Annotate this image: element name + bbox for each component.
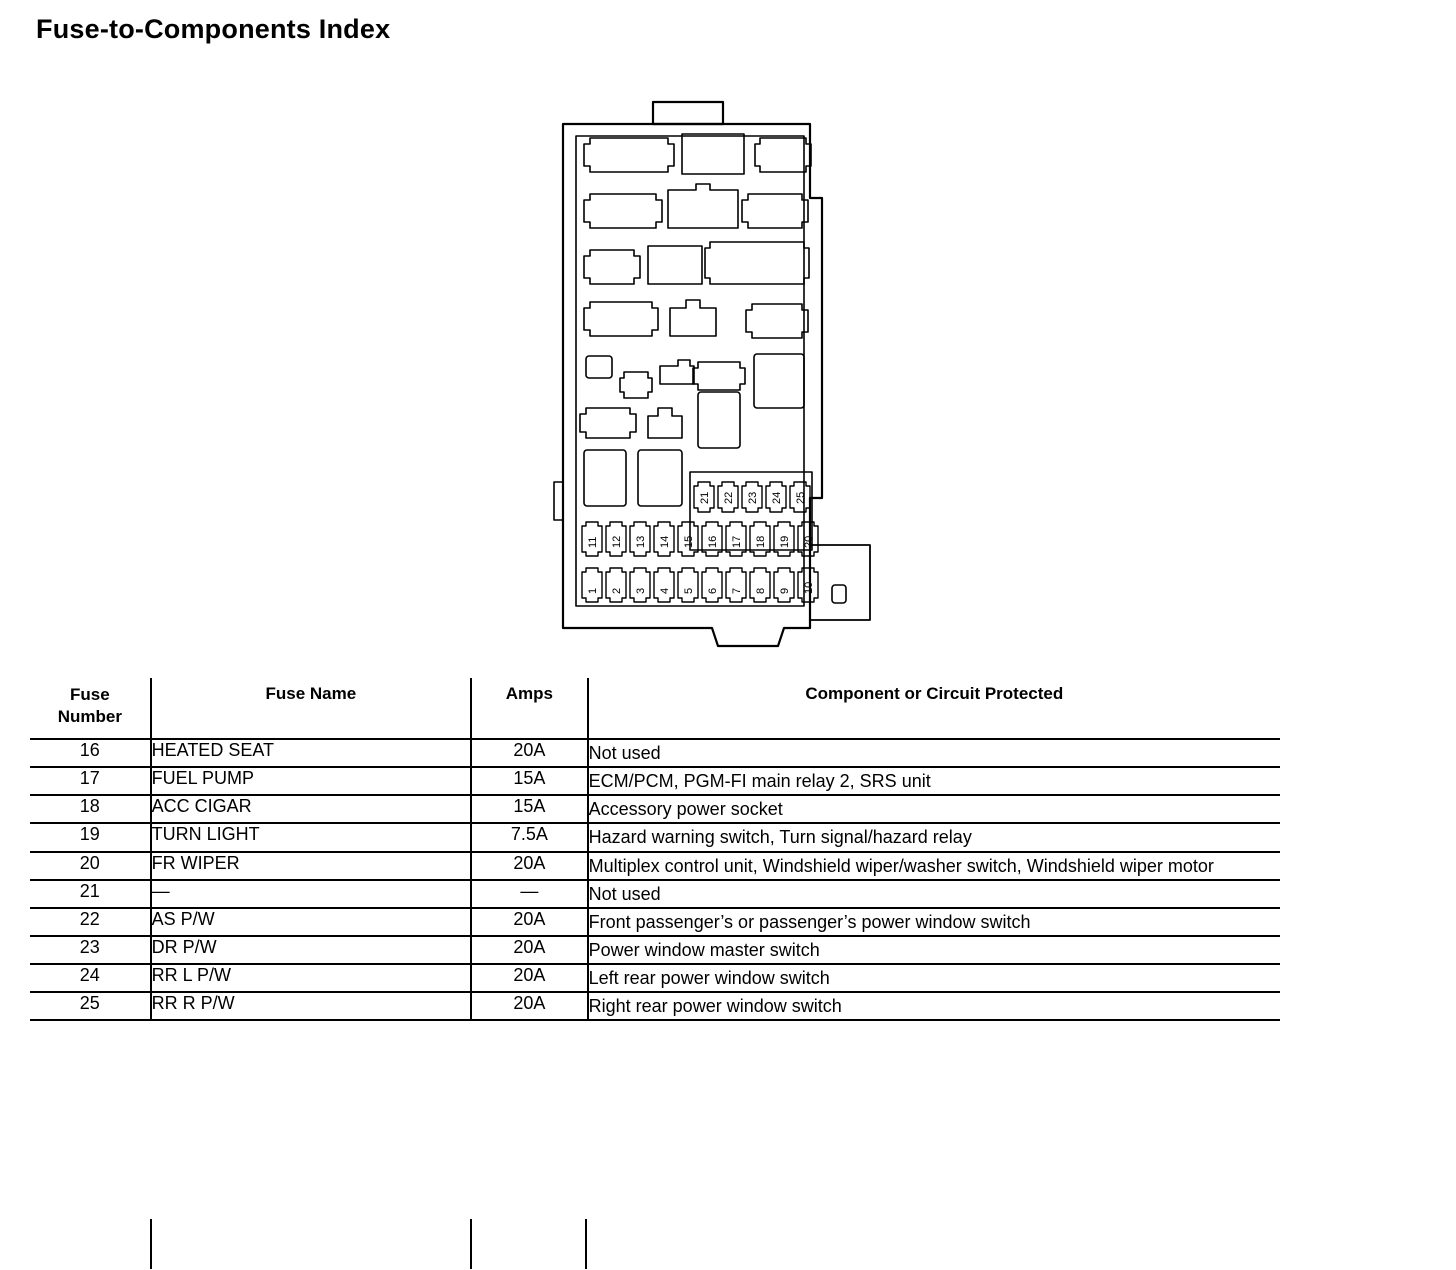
svg-text:3: 3 [635,587,647,594]
cell-fuse-number: 23 [30,936,151,964]
column-header-description: Component or Circuit Protected [588,678,1280,739]
page-title: Fuse-to-Components Index [36,14,391,44]
cell-amps: 20A [471,964,588,992]
cell-description: ECM/PCM, PGM-FI main relay 2, SRS unit [588,767,1280,795]
svg-text:18: 18 [755,535,767,548]
table-row [30,852,1280,880]
table-bottom-rules [30,1219,1280,1269]
relay-5 [668,184,738,228]
svg-text:21: 21 [699,491,711,504]
relay-2 [682,134,744,174]
fuse-block-right [638,450,682,506]
fuse-row-bottom [582,568,818,602]
table-row [30,739,1280,767]
cell-fuse-number: 16 [30,739,151,767]
fuse-index-table [30,678,1280,1021]
svg-text:8: 8 [755,587,767,594]
cell-amps: 15A [471,795,588,823]
rule-after-number [150,1219,152,1269]
svg-text:19: 19 [779,535,791,548]
cell-fuse-number: 25 [30,992,151,1020]
relay-1 [584,138,674,172]
relay-6 [742,194,808,228]
cell-fuse-number: 22 [30,908,151,936]
cell-amps: 20A [471,992,588,1020]
cell-amps: — [471,880,588,908]
table-header [30,678,1280,739]
cell-description: Accessory power socket [588,795,1280,823]
column-header-fuse-number-line2: Number [57,707,122,727]
svg-text:20: 20 [803,535,815,548]
relay-8 [648,246,702,284]
relay-13 [580,408,636,438]
svg-text:6: 6 [707,587,719,594]
cell-fuse-name: FUEL PUMP [151,767,471,795]
svg-text:17: 17 [731,535,743,548]
cell-description: Multiplex control unit, Windshield wiper/washer switch, Windshield wiper motor [588,852,1280,880]
small-relay-2 [620,372,652,398]
svg-text:2: 2 [611,587,623,594]
cell-fuse-number: 17 [30,767,151,795]
fuse-block-left [584,450,626,506]
cell-amps: 15A [471,767,588,795]
column-header-fuse-name: Fuse Name [151,678,471,739]
svg-text:13: 13 [635,535,647,548]
relay-12 [746,304,808,338]
svg-text:22: 22 [723,491,735,504]
relay-10 [584,302,658,336]
relay-11 [670,300,716,336]
small-relay-3 [660,360,694,384]
table-row [30,795,1280,823]
svg-text:5: 5 [683,587,695,594]
cell-fuse-name: FR WIPER [151,852,471,880]
cell-fuse-number: 20 [30,852,151,880]
small-relay-4 [693,362,745,390]
cell-amps: 20A [471,908,588,936]
cell-fuse-name: RR R P/W [151,992,471,1020]
cell-fuse-number: 21 [30,880,151,908]
svg-text:9: 9 [779,587,791,594]
large-relay-mid [698,392,740,448]
cell-description: Not used [588,880,1280,908]
cell-description: Right rear power window switch [588,992,1280,1020]
fuse-box-diagram [520,90,920,650]
cell-fuse-name: TURN LIGHT [151,823,471,851]
top-tab [653,102,723,124]
cell-description: Left rear power window switch [588,964,1280,992]
table-row [30,908,1280,936]
table-row [30,936,1280,964]
svg-text:16: 16 [707,535,719,548]
column-header-amps: Amps [471,678,588,739]
fuse-row-bottom-labels [587,582,815,594]
relay-4 [584,194,662,228]
svg-text:1: 1 [587,587,599,594]
cell-fuse-number: 18 [30,795,151,823]
table-row [30,964,1280,992]
relay-9 [705,242,809,284]
cell-fuse-name: — [151,880,471,908]
cell-fuse-name: DR P/W [151,936,471,964]
cell-fuse-number: 24 [30,964,151,992]
svg-text:10: 10 [803,581,815,594]
cell-description: Power window master switch [588,936,1280,964]
large-relay-right [754,354,804,408]
svg-text:7: 7 [731,587,743,594]
svg-text:14: 14 [659,535,671,548]
svg-text:24: 24 [771,491,783,504]
cell-fuse-name: HEATED SEAT [151,739,471,767]
svg-text:25: 25 [795,491,807,504]
fuse-row-middle-labels [587,536,815,548]
svg-text:12: 12 [611,535,623,548]
left-notch [554,482,563,520]
cell-fuse-name: RR L P/W [151,964,471,992]
cell-amps: 20A [471,936,588,964]
column-header-fuse-number-line1: Fuse [69,685,110,704]
table-body [30,739,1280,1020]
svg-text:15: 15 [683,535,695,548]
column-header-fuse-number [30,678,151,739]
cell-fuse-name: AS P/W [151,908,471,936]
table-row [30,767,1280,795]
cell-fuse-number: 19 [30,823,151,851]
svg-text:23: 23 [747,491,759,504]
table-row [30,880,1280,908]
cell-amps: 20A [471,739,588,767]
svg-text:11: 11 [587,536,599,548]
table-row [30,823,1280,851]
cell-description: Front passenger’s or passenger’s power window switch [588,908,1280,936]
bracket-hole [832,585,846,603]
cell-description: Not used [588,739,1280,767]
cell-description: Hazard warning switch, Turn signal/hazard relay [588,823,1280,851]
cell-fuse-name: ACC CIGAR [151,795,471,823]
relay-3 [755,138,811,172]
rule-after-amps [585,1219,587,1269]
small-relay-1 [586,356,612,378]
relay-14 [648,408,682,438]
relay-7 [584,250,640,284]
cell-amps: 7.5A [471,823,588,851]
cell-amps: 20A [471,852,588,880]
rule-after-name [470,1219,472,1269]
table-row [30,992,1280,1020]
right-bracket [810,545,870,620]
fuse-row-top-labels [699,492,807,504]
svg-text:4: 4 [659,587,671,594]
